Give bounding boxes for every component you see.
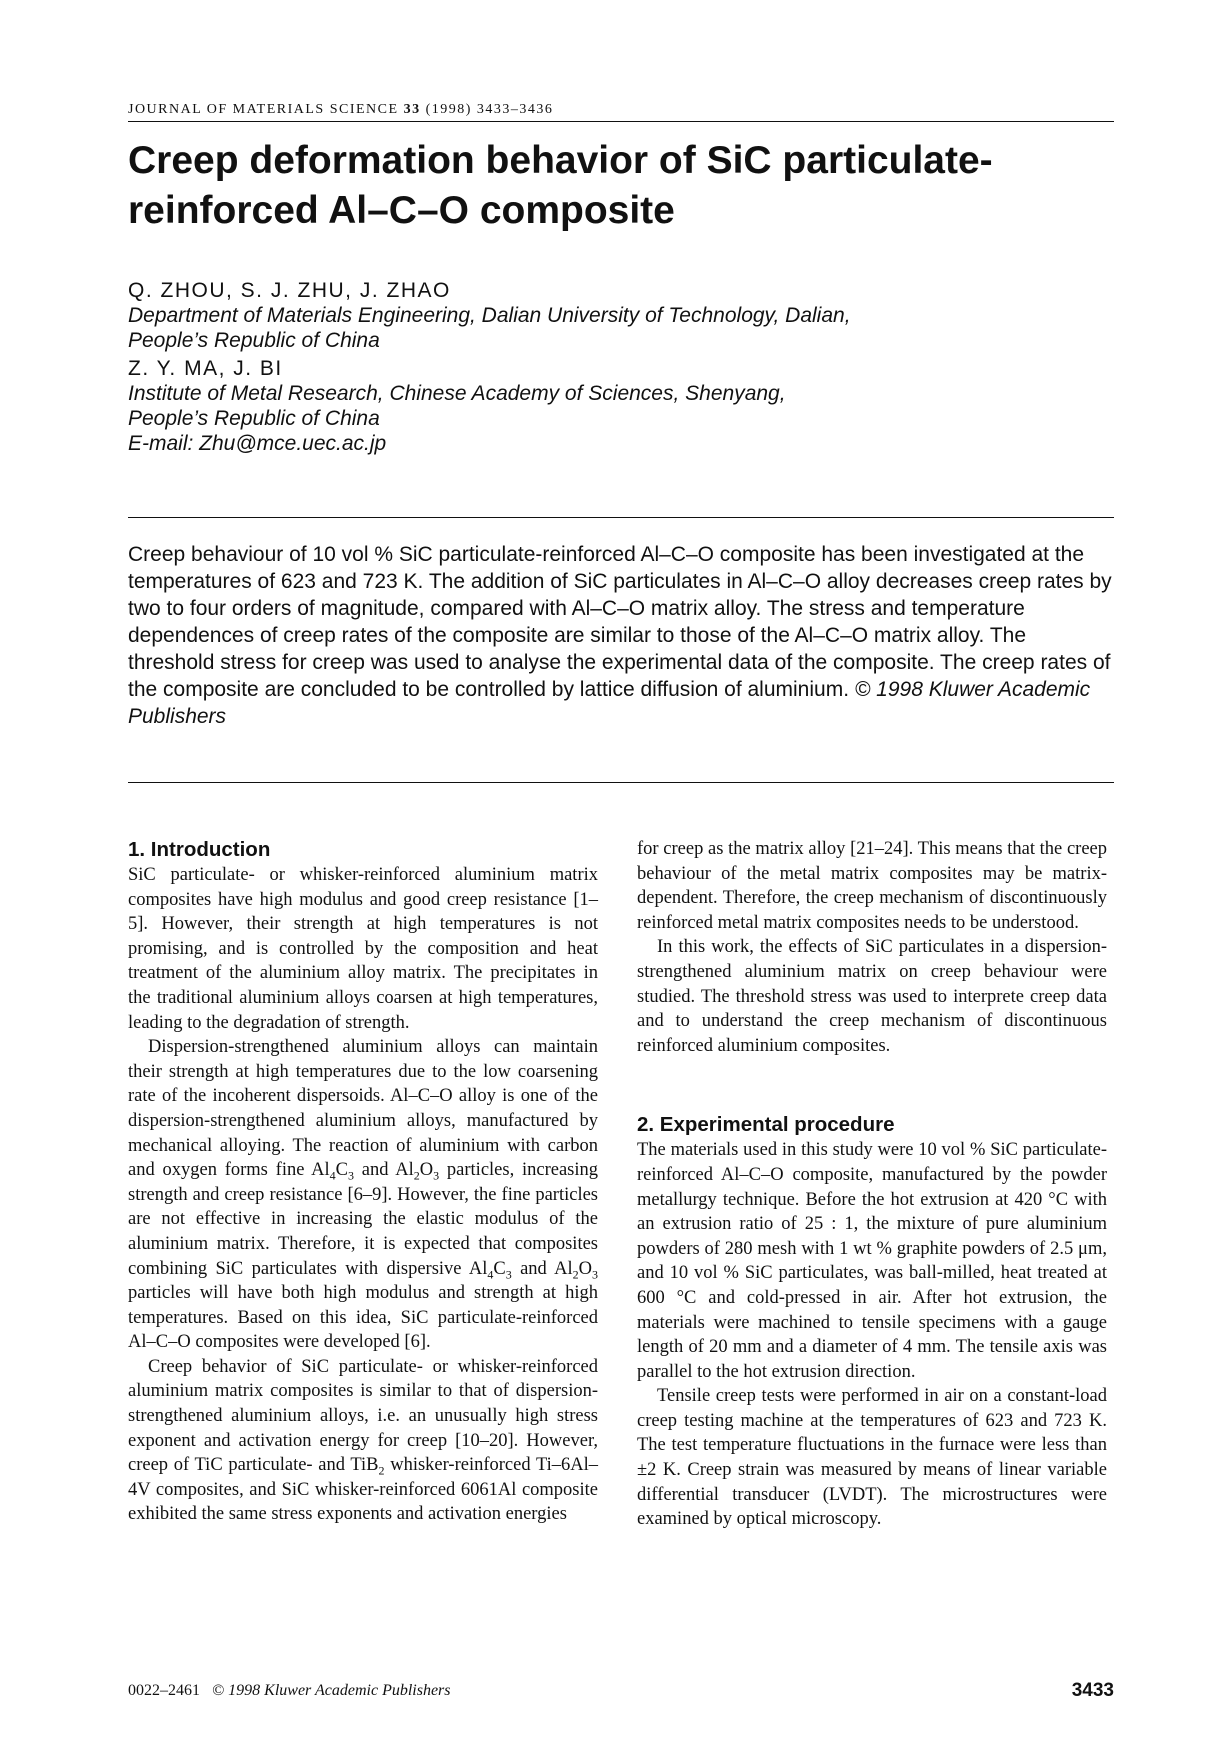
affiliation-2-line-1: Institute of Metal Research, Chinese Academy of Sciences, Shenyang, <box>128 382 786 405</box>
affiliation-1-line-1: Department of Materials Engineering, Dalian University of Technology, Dalian, <box>128 304 851 327</box>
abstract-text: Creep behaviour of 10 vol % SiC particulate-reinforced Al–C–O composite has been investigated at the temperatures of 623 and 723 K. The addition of SiC particulates in Al–C–O alloy decreases creep rates by two to four orders of magnitude, compared with Al–C–O matrix alloy. The stress and temperature dependences of creep rates of the composite are similar to those of the Al–C–O matrix alloy. The threshold stress for creep was used to analyse the experimental data of the composite. The creep rates of the composite are concluded to be controlled by lattice diffusion of aluminium. <box>128 543 1112 701</box>
author-block <box>128 278 1114 456</box>
left-column <box>128 837 598 1527</box>
affiliation-1-line-2: People’s Republic of China <box>128 329 380 352</box>
right-column <box>637 837 1107 1532</box>
abstract-rule-bottom <box>128 782 1114 783</box>
header-rule <box>128 121 1114 122</box>
footer-issn-copyright: 0022–2461 © 1998 Kluwer Academic Publishers <box>128 1682 451 1699</box>
experimental-paragraph-2: Tensile creep tests were performed in air on a constant-load creep testing machine at the temperatures of 623 and 723 K. The test temperature fluctuations in the furnace were less than ±2 K. Creep strain was measured by means of linear variable differential transducer (LVDT). The microstructures were examined by optical microscopy. <box>637 1386 1107 1530</box>
section-heading-introduction: 1. Introduction <box>128 838 271 861</box>
article-title: Creep deformation behavior of SiC particulate-reinforced Al–C–O composite <box>128 139 993 232</box>
section-gap <box>637 1058 1107 1112</box>
intro-paragraph-3: Creep behavior of SiC particulate- or whisker-reinforced aluminium matrix composites is similar to that of dispersion-strengthened aluminium alloys, i.e. an unusually high stress exponent and activation energy for creep [10–20]. However, creep of TiC particulate- and TiB$_2$ whisker-reinforced Ti–6Al–4V composites, and SiC whisker-reinforced 6061Al composite exhibited the same stress exponents and activation energies <box>128 1356 598 1525</box>
abstract <box>128 541 1114 730</box>
affiliation-2-line-2: People’s Republic of China <box>128 407 380 430</box>
abstract-rule-top <box>128 517 1114 518</box>
journal-header: JOURNAL OF MATERIALS SCIENCE 33 (1998) 3433–3436 <box>128 102 554 117</box>
page-number: 3433 <box>1071 1680 1114 1701</box>
experimental-paragraph-1: The materials used in this study were 10 vol % SiC particulate-reinforced Al–C–O composite, manufactured by the powder metallurgy technique. Before the hot extrusion at 420 °C with an extrusion ratio of 25 : 1, the mixture of pure aluminium powders of 280 mesh with 1 wt % graphite powders of 2.5 μm, and 10 vol % SiC particulates, was ball-milled, heat treated at 600 °C and cold-pressed in air. After hot extrusion, the materials were machined to tensile specimens with a gauge length of 20 mm and a diameter of 4 mm. The tensile axis was parallel to the hot extrusion direction. <box>637 1140 1107 1382</box>
author-email[interactable]: E-mail: Zhu@mce.uec.ac.jp <box>128 432 387 455</box>
author-names-2: Z. Y. MA, J. BI <box>128 357 283 380</box>
intro-paragraph-2: Dispersion-strengthened aluminium alloys can maintain their strength at high temperatures due to the low coarsening rate of the incoherent dispersoids. Al–C–O alloy is one of the dispersion-strengthened aluminium alloys, manufactured by mechanical alloying. The reaction of aluminium with carbon and oxygen forms fine $Al_4C_3$ and $Al_2O_3$ particles, increasing strength and creep resistance [6–9]. However, the fine particles are not effective in increasing the elastic modulus of the aluminium matrix. Therefore, it is expected that composites combining SiC particulates with dispersive $Al_4C_3$ and $Al_2O_3$ particles will have both high modulus and strength at high temperatures. Based on this idea, SiC particulate-reinforced Al–C–O composites were developed [6]. <box>128 1037 598 1353</box>
intro-paragraph-1: SiC particulate- or whisker-reinforced aluminium matrix composites have high modulus and good creep resistance [1–5]. However, their strength at high temperatures is not promising, and is controlled by the composition and heat treatment of the aluminium alloy matrix. The precipitates in the traditional aluminium alloys coarsen at high temperatures, leading to the degradation of strength. <box>128 865 598 1033</box>
author-names-1: Q. ZHOU, S. J. ZHU, J. ZHAO <box>128 279 451 302</box>
abstract-copyright: © 1998 Kluwer Academic Publishers <box>128 678 1091 728</box>
section-heading-experimental: 2. Experimental procedure <box>637 1113 895 1137</box>
intro-paragraph-4: In this work, the effects of SiC particulates in a dispersion-strengthened aluminium matrix on creep behaviour were studied. The threshold stress was used to interprete creep data and to understand the creep mechanism of discontinuous reinforced aluminium composites. <box>637 937 1107 1056</box>
intro-paragraph-3-continued: for creep as the matrix alloy [21–24]. This means that the creep behaviour of the metal matrix composites may be matrix-dependent. Therefore, the creep mechanism of discontinuously reinforced metal matrix composites needs to be understood. <box>637 839 1107 933</box>
